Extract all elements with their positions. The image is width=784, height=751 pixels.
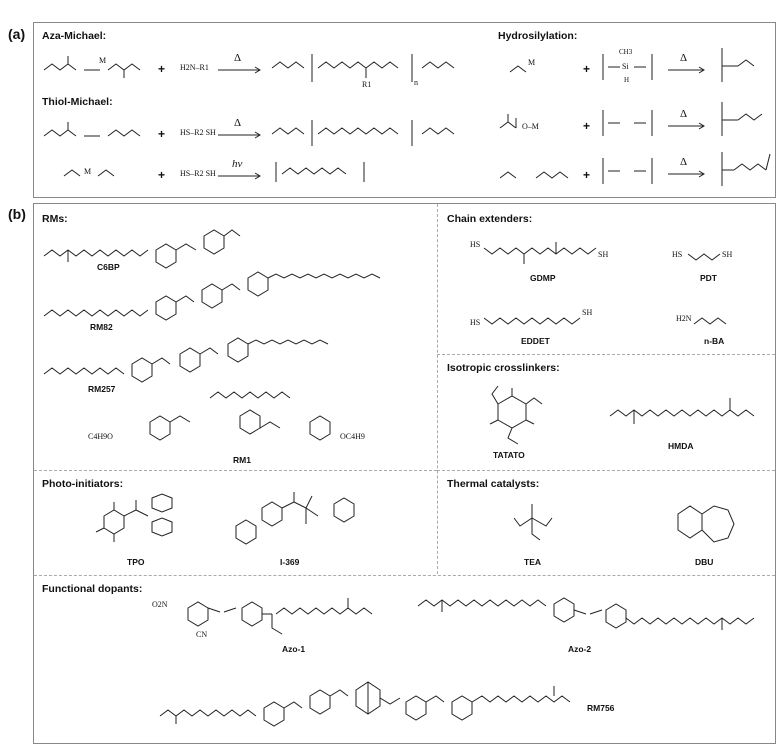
dbu-label: DBU (695, 557, 714, 567)
rm756-label: RM756 (587, 703, 615, 713)
eddet-label: EDDET (521, 336, 550, 346)
diacrylate-structure-2 (44, 118, 154, 148)
vinyl-acrylate-structure (500, 166, 570, 182)
light-symbol: hv (232, 158, 243, 170)
hydrosiloxane-bracket (600, 106, 660, 142)
dithiol-reagent: HS–R2 SH (180, 128, 216, 137)
poly-thioether-structure (272, 108, 472, 148)
plus-sign: + (583, 119, 591, 133)
hmda-label: HMDA (668, 441, 694, 451)
rm1-label: RM1 (233, 455, 251, 465)
tea-structure (510, 500, 560, 544)
heat-symbol: Δ (234, 52, 242, 64)
dithiol-reagent-2: HS–R2 SH (180, 169, 216, 178)
tatato-label: TATATO (493, 450, 525, 460)
divider-dopants (34, 575, 775, 576)
divider-rm-photo (34, 470, 437, 471)
pdt-hs: HS (672, 250, 683, 259)
butoxy-left: C4H9O (88, 432, 113, 441)
hydrosiloxane-bracket (600, 154, 660, 190)
hydrogen-atom: H (624, 76, 630, 84)
hydrosilylation-title: Hydrosilylation: (498, 30, 578, 42)
isotropic-crosslinkers-title: Isotropic crosslinkers: (447, 362, 560, 374)
tpo-label: TPO (127, 557, 145, 567)
gdmp-label: GDMP (530, 273, 556, 283)
azo-1-label: Azo-1 (282, 644, 306, 654)
amine-reagent: H2N–R1 (180, 63, 209, 72)
n-subscript: n (414, 78, 418, 87)
azo-2-label: Azo-2 (568, 644, 592, 654)
gdmp-hs: HS (470, 240, 481, 249)
i-369-label: I-369 (280, 557, 300, 567)
panel-b-letter: (b) (8, 206, 26, 222)
aza-michael-title: Aza-Michael: (42, 30, 107, 42)
m-letter: M (528, 58, 536, 67)
thiol-michael-title: Thiol-Michael: (42, 96, 113, 108)
divider-iso-thermal (437, 470, 775, 471)
hydrosilylation-product-1 (718, 46, 768, 86)
eddet-hs: HS (470, 318, 481, 327)
divider-vertical (437, 204, 438, 574)
rms-title: RMs: (42, 213, 68, 225)
thermal-catalysts-title: Thermal catalysts: (447, 478, 540, 490)
om-group: O–M (522, 122, 539, 131)
plus-sign: + (583, 62, 591, 76)
heat-symbol: Δ (680, 108, 688, 120)
pdt-label: PDT (700, 273, 717, 283)
rm82-label: RM82 (90, 322, 113, 332)
heat-symbol: Δ (680, 156, 688, 168)
chain-extenders-title: Chain extenders: (447, 213, 533, 225)
panel-a-letter: (a) (8, 26, 26, 42)
gdmp-sh: SH (598, 250, 609, 259)
gdmp-structure (484, 238, 614, 268)
reaction-arrow (668, 122, 708, 130)
m-letter: M (99, 56, 107, 65)
azo-1-cyano: CN (196, 630, 208, 639)
c6bp-label: C6BP (97, 262, 120, 272)
azo-1-nitro: O2N (152, 600, 168, 609)
n-ba-h2n: H2N (676, 314, 692, 323)
pdt-sh: SH (722, 250, 733, 259)
n-ba-label: n-BA (704, 336, 725, 346)
rm257-label: RM257 (88, 384, 116, 394)
reaction-arrow (218, 66, 264, 74)
tatato-structure (478, 384, 548, 450)
eddet-sh: SH (582, 308, 593, 317)
butoxy-right: OC4H9 (340, 432, 365, 441)
m-letter: M (84, 167, 92, 176)
tea-label: TEA (524, 557, 541, 567)
r1-substituent: R1 (362, 80, 372, 89)
functional-dopants-title: Functional dopants: (42, 583, 143, 595)
plus-sign: + (158, 62, 166, 76)
plus-sign: + (158, 127, 166, 141)
reaction-arrow (218, 172, 264, 180)
silicon-atom: Si (622, 62, 629, 71)
rm756-structure (160, 664, 720, 734)
divider-chain-iso (437, 354, 775, 355)
methyl-group: CH3 (619, 48, 633, 56)
hmda-structure (610, 394, 760, 434)
tpo-structure (96, 494, 186, 552)
azo-2-structure (418, 592, 768, 642)
photo-initiators-title: Photo-initiators: (42, 478, 124, 490)
reaction-arrow (218, 131, 264, 139)
rm1-structure (90, 392, 390, 452)
n-ba-structure (694, 312, 738, 332)
reaction-arrow (668, 170, 708, 178)
vinyl-m-structure (510, 62, 540, 76)
poly-amino-ester-structure (272, 40, 472, 88)
plus-sign: + (158, 168, 166, 182)
heat-symbol: Δ (234, 117, 242, 129)
reaction-arrow (668, 66, 708, 74)
hydrosilylation-product-3 (718, 150, 774, 190)
dbu-structure (672, 496, 744, 550)
hydrosilylation-product-2 (718, 100, 768, 140)
rm257-structure (44, 300, 354, 380)
heat-symbol: Δ (680, 52, 688, 64)
plus-sign: + (583, 168, 591, 182)
eddet-structure (484, 310, 594, 330)
photo-polymer-structure (272, 160, 382, 184)
divinyl-structure (64, 166, 124, 180)
i-369-structure (222, 480, 422, 556)
